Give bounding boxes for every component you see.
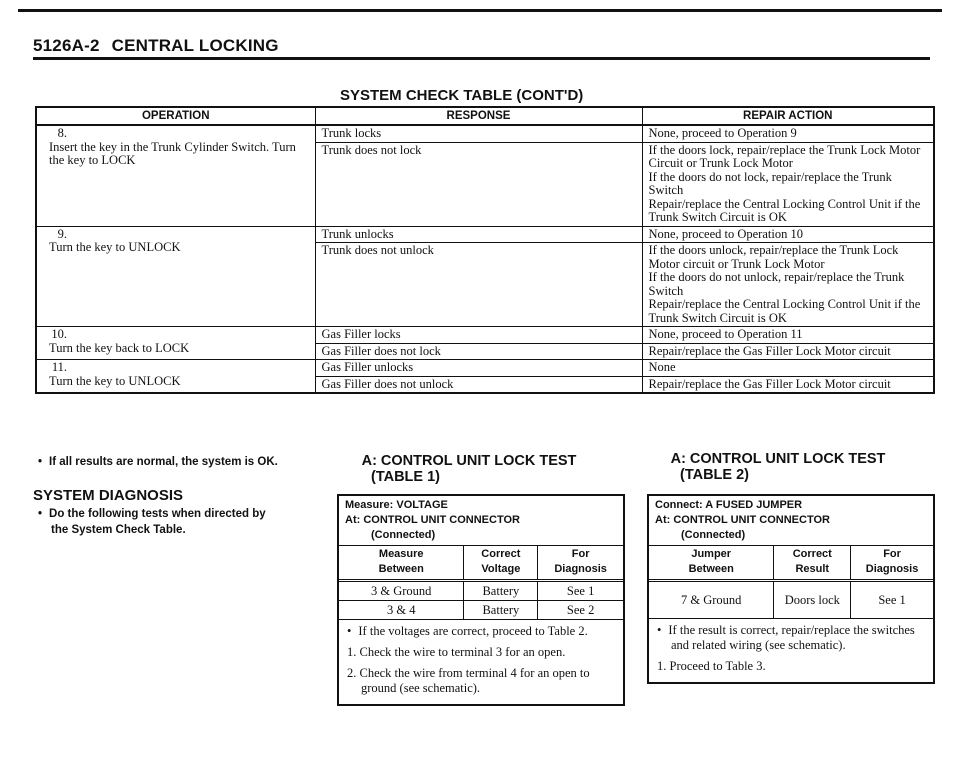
table-row [649,581,933,619]
header-response: RESPONSE [315,107,642,125]
operation-cell [36,125,315,226]
table2-header [649,496,933,543]
operation-text: Insert the key in the Trunk Cylinder Switch. Turn the key to LOCK [49,139,296,167]
table-cell: 7 & Ground [649,581,774,619]
table2-at: At: CONTROL UNIT CONNECTOR [655,514,830,526]
column-header-line: Voltage [481,563,521,575]
response-cell: Trunk unlocks [315,226,642,243]
table2-box [647,494,935,684]
column-header-line: For [571,548,590,560]
repair-cell: Repair/replace the Gas Filler Lock Motor circuit [642,343,934,360]
table1-notes [339,620,623,704]
note-item: 1. Proceed to Table 3. [657,659,766,673]
table-cell: Battery [464,581,538,601]
table2-title [658,451,898,483]
diagnosis-title: SYSTEM DIAGNOSIS [33,487,184,504]
response-cell: Gas Filler locks [315,327,642,344]
system-check-table [35,106,935,394]
table-row [36,226,934,243]
column-header [538,546,623,581]
table1-header [339,496,623,543]
column-header-line: Between [378,563,424,575]
repair-cell: If the doors unlock, repair/replace the Trunk Lock Motor circuit or Trunk Lock Motor If the doors do not unlock, repair/replace the Trunk Switch Repair/replace the Central Locking Control Unit if the Trunk Switch Circuit is OK [642,243,934,327]
column-header-line: Correct [792,548,832,560]
diagnosis-text [38,506,308,538]
operation-number: 10. [51,327,67,341]
response-cell: Gas Filler unlocks [315,360,642,377]
system-check-title: SYSTEM CHECK TABLE (CONT'D) [340,87,584,104]
column-header [774,546,851,581]
section-title: CENTRAL LOCKING [111,36,279,55]
table-cell: See 1 [538,581,623,601]
response-cell: Gas Filler does not unlock [315,376,642,393]
table-cell: See 1 [851,581,933,619]
header-repair-action: REPAIR ACTION [642,107,934,125]
table1-at: At: CONTROL UNIT CONNECTOR [345,514,520,526]
table-cell: See 2 [538,601,623,620]
column-header-line: For [883,548,901,560]
table2-title-line2: (TABLE 2) [680,467,750,483]
table2-title-line1: A: CONTROL UNIT LOCK TEST [670,451,886,467]
repair-cell: None, proceed to Operation 10 [642,226,934,243]
response-cell: Trunk does not lock [315,142,642,226]
operation-text: Turn the key to UNLOCK [49,373,181,388]
table-header-row [339,546,623,581]
repair-cell: Repair/replace the Gas Filler Lock Motor circuit [642,376,934,393]
table1-measure: Measure: VOLTAGE [345,499,448,511]
column-header [339,546,464,581]
table1-title-line2: (TABLE 1) [371,469,441,485]
table2-condition: (Connected) [681,529,746,541]
repair-cell: None [642,360,934,377]
table1-condition: (Connected) [371,529,436,541]
operation-text: Turn the key back to LOCK [49,340,190,355]
note-item: • If the result is correct, repair/replace the switches and related wiring (see schematic). [657,623,925,653]
table1-title-line1: A: CONTROL UNIT LOCK TEST [361,453,577,469]
operation-cell [36,226,315,327]
operation-number: 9. [57,226,67,241]
repair-cell: None, proceed to Operation 9 [642,125,934,142]
repair-cell: None, proceed to Operation 11 [642,327,934,344]
table2-connect: Connect: A FUSED JUMPER [655,499,803,511]
column-header-line: Result [795,563,830,575]
header-rule [33,57,930,60]
table-header-row [649,546,933,581]
response-cell: Gas Filler does not lock [315,343,642,360]
operation-number: 11. [51,360,67,374]
column-header [851,546,933,581]
table1-title [345,453,593,485]
table2-notes [649,619,933,682]
repair-cell: If the doors lock, repair/replace the Trunk Lock Motor Circuit or Trunk Lock Motor If the doors do not lock, repair/replace the Trunk Switch Repair/replace the Central Locking Control Unit if the Trunk Switch Circuit is OK [642,142,934,226]
note-item: • If the voltages are correct, proceed to Table 2. [347,624,615,639]
column-header [464,546,538,581]
table1-box [337,494,625,706]
note-item: 2. Check the wire from terminal 4 for an open to ground (see schematic). [347,666,590,695]
operation-text: Turn the key to UNLOCK [49,240,181,254]
operation-number: 8. [57,126,67,140]
response-cell: Trunk locks [315,125,642,142]
table-cell: 3 & Ground [339,581,464,601]
section-code: 5126A-2 [33,36,100,55]
normal-note: • If all results are normal, the system is OK. [38,456,278,468]
table-row [36,125,934,142]
table-cell: Doors lock [774,581,851,619]
column-header-line: Jumper [691,548,732,560]
table-row [36,360,934,377]
operation-cell [36,360,315,394]
operation-cell [36,327,315,360]
table1-grid [339,545,623,620]
column-header-line: Correct [481,548,521,560]
top-rule [18,9,942,12]
table-row [339,601,623,620]
column-header-line: Measure [378,548,424,560]
diagnosis-line-1: • Do the following tests when directed by [38,508,266,520]
table-row [339,581,623,601]
column-header [649,546,774,581]
column-header-line: Diagnosis [865,563,919,575]
header-operation: OPERATION [36,107,315,125]
system-check-body [36,125,934,393]
column-header-line: Diagnosis [554,563,607,575]
page-header [33,36,279,56]
table-cell: Battery [464,601,538,620]
table-header-row [36,107,934,125]
column-header-line: Between [688,563,734,575]
table2-grid [649,545,933,619]
diagnosis-line-2: the System Check Table. [51,524,186,536]
table-cell: 3 & 4 [339,601,464,620]
note-item: 1. Check the wire to terminal 3 for an open. [347,645,566,659]
response-cell: Trunk does not unlock [315,243,642,327]
table-row [36,327,934,344]
